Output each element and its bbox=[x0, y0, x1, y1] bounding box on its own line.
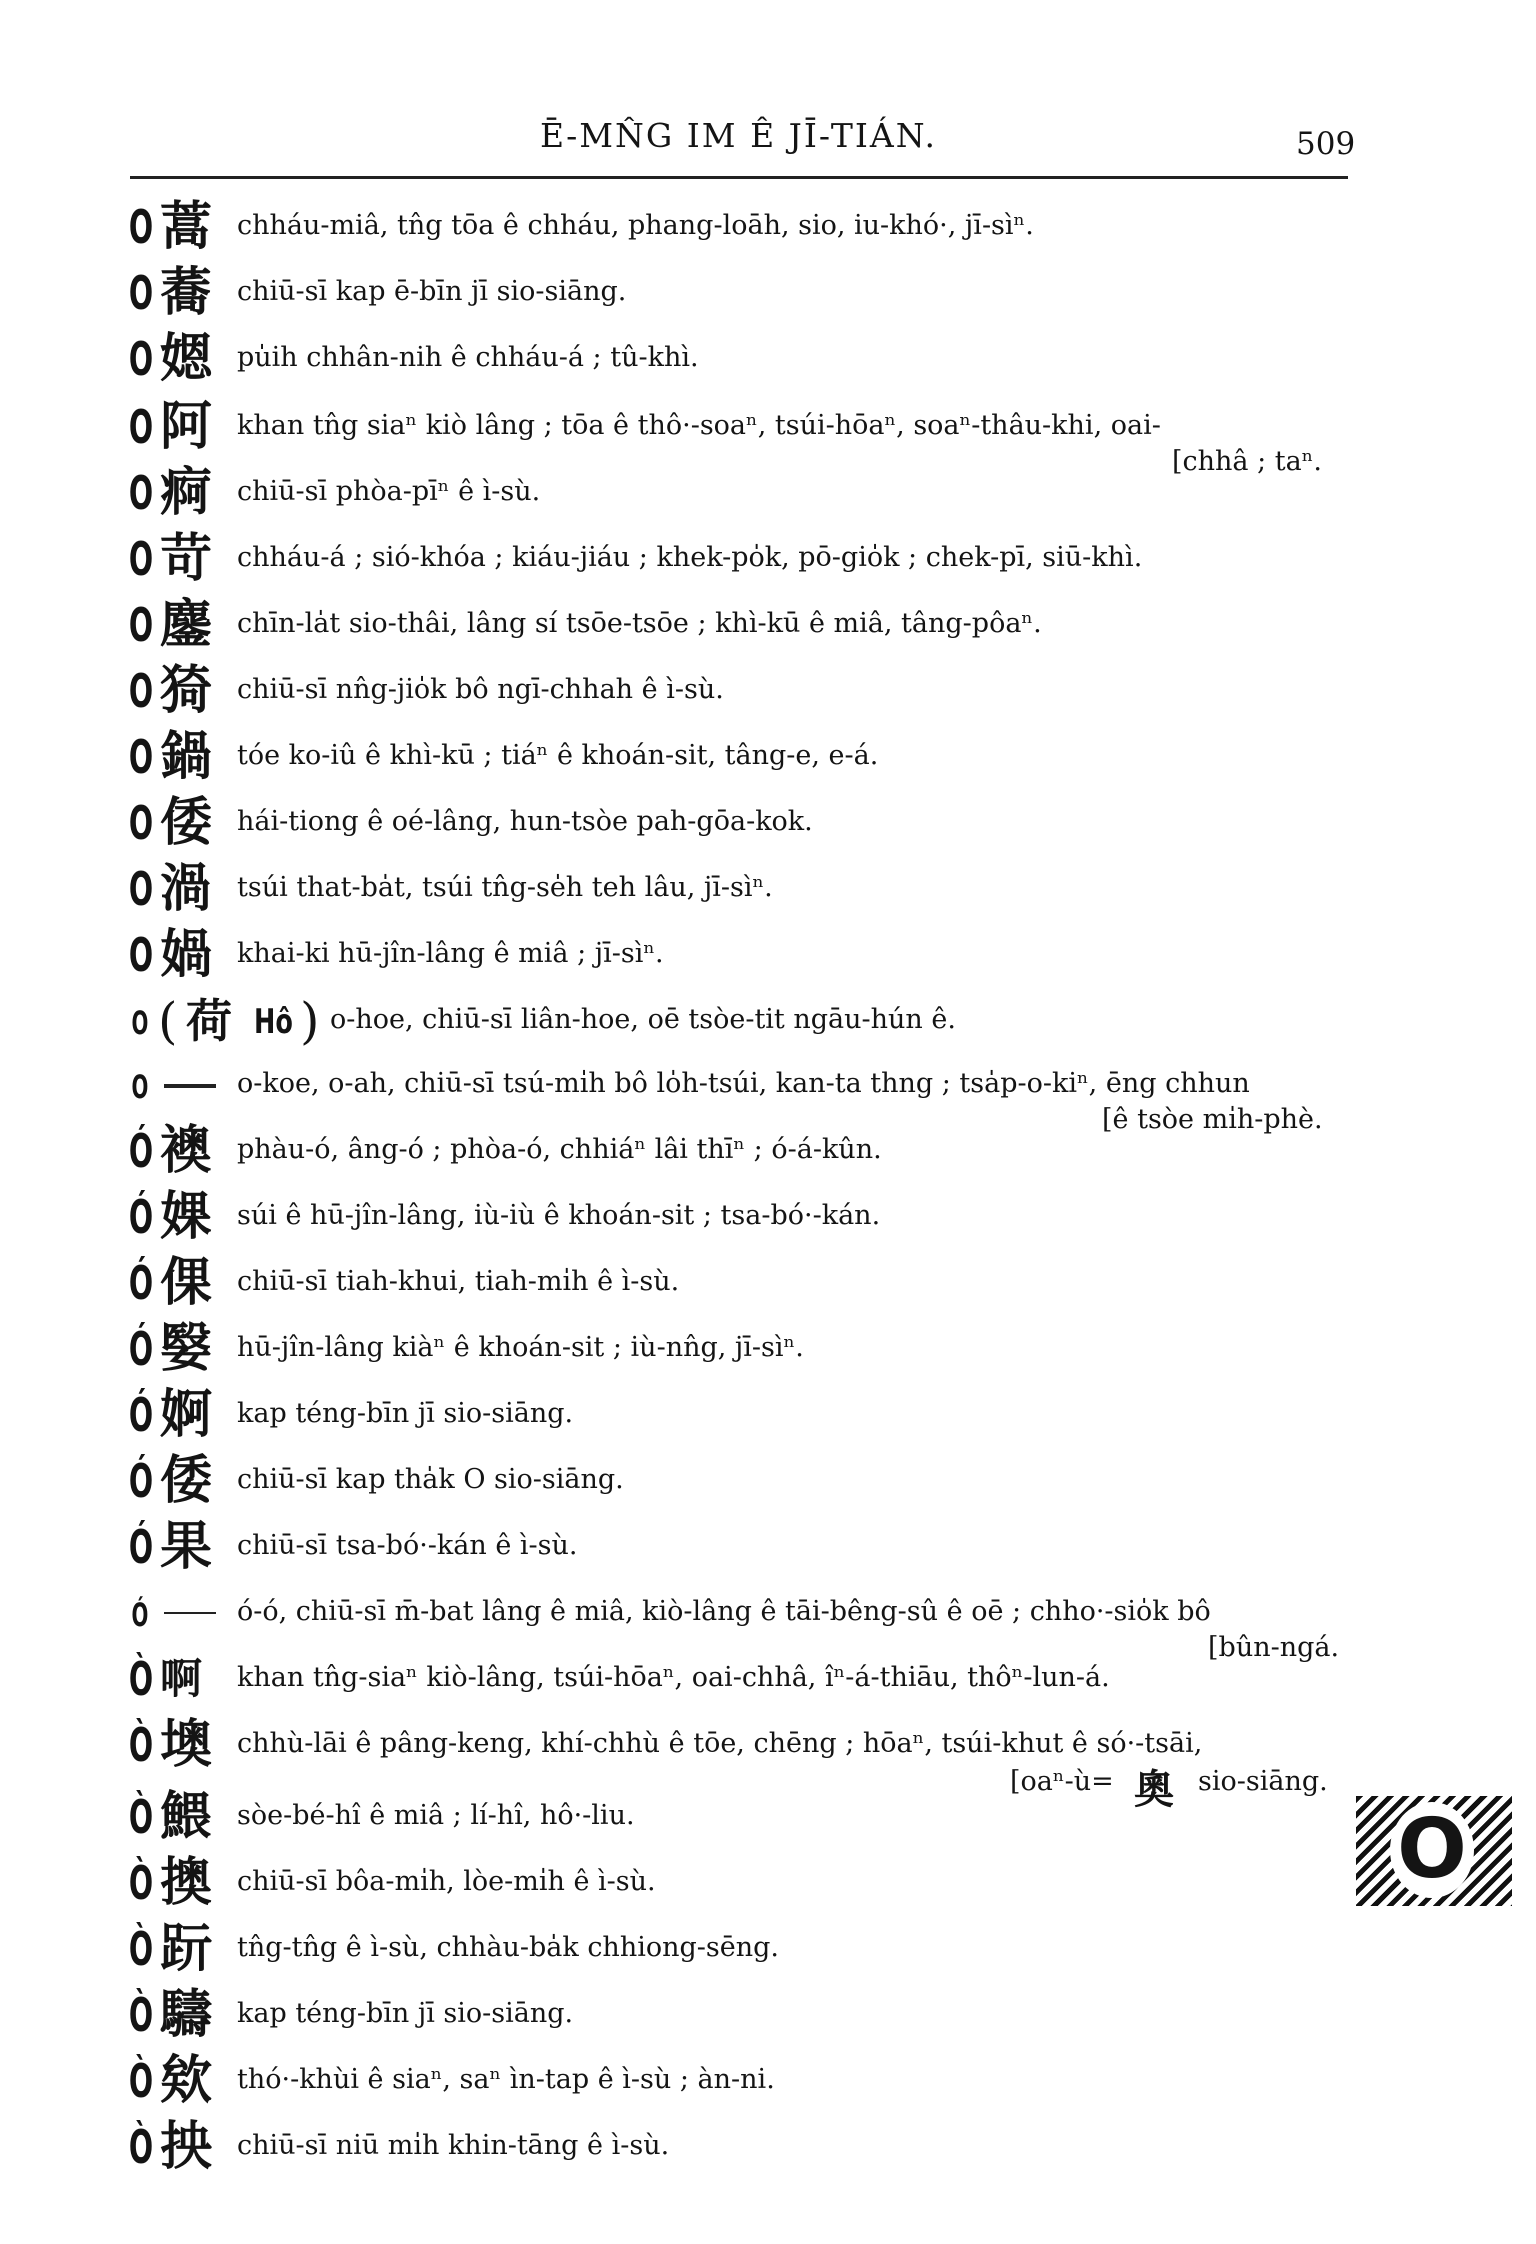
entry-character: 蒿 bbox=[160, 196, 213, 257]
entry-definition: hái-tiong ê oé-lâng, hun-tsòe pah-gōa-kok. bbox=[237, 806, 813, 837]
page-title: Ē-MN̂G IM Ê JĪ-TIÁN. bbox=[540, 116, 938, 155]
entry-definition: khan tn̂g siaⁿ kiò lâng ; tōa ê thô·-soaⁿ, tsúi-hōaⁿ, soaⁿ-thâu-khi, oai- bbox=[237, 410, 1161, 441]
entry-character: 襖 bbox=[160, 1120, 213, 1181]
dictionary-entry bbox=[0, 594, 1536, 656]
dictionary-entry bbox=[0, 196, 1536, 258]
entry-dash bbox=[164, 1612, 216, 1614]
entry-syllable: Ó bbox=[131, 1596, 149, 1634]
entry-alternate-reading: Hô bbox=[254, 1002, 293, 1042]
dictionary-entry bbox=[0, 1318, 1536, 1380]
entry-syllable: O bbox=[128, 266, 154, 320]
entry-character: 啊 bbox=[160, 1654, 203, 1703]
entry-definition: chiū-sī bôa-mi̍h, lòe-mi̍h ê ì-sù. bbox=[237, 1866, 656, 1897]
entry-definition: chīn-la̍t sio-thâi, lâng sí tsōe-tsōe ; khì-kū ê miâ, tâng-pôaⁿ. bbox=[237, 608, 1042, 639]
entry-definition: chiū-sī nn̂g-jio̍k bô ngī-chhah ê ì-sù. bbox=[237, 674, 724, 705]
running-header bbox=[0, 108, 1536, 168]
entry-character: 渦 bbox=[160, 858, 213, 919]
entry-syllable: Ò bbox=[128, 1856, 154, 1910]
entry-definition: chiū-sī kap tha̍k O sio-siāng. bbox=[237, 1464, 624, 1495]
entry-character: 嫛 bbox=[160, 1318, 213, 1379]
dictionary-entry bbox=[0, 1450, 1536, 1512]
dictionary-entry bbox=[0, 1186, 1536, 1248]
header-rule bbox=[130, 176, 1348, 179]
entry-syllable: O bbox=[128, 664, 154, 718]
entry-character: 荷 bbox=[186, 994, 232, 1048]
dictionary-entry bbox=[0, 1582, 1536, 1663]
dictionary-entry bbox=[0, 1516, 1536, 1578]
dictionary-entry bbox=[0, 660, 1536, 722]
entry-syllable: Ò bbox=[128, 1988, 154, 2042]
entry-syllable: Ó bbox=[128, 1190, 154, 1244]
entry-character: 倭 bbox=[160, 1450, 213, 1511]
dictionary-entry bbox=[0, 924, 1536, 986]
entry-definition: o-hoe, chiū-sī liân-hoe, oē tsòe-tit ngāu-hún ê. bbox=[330, 1004, 956, 1035]
entry-character: 果 bbox=[160, 1516, 213, 1577]
entry-close-paren: ) bbox=[300, 992, 320, 1050]
dictionary-entry bbox=[0, 726, 1536, 788]
entry-definition: chiū-sī tiah-khui, tiah-mi̍h ê ì-sù. bbox=[237, 1266, 680, 1297]
entry-definition: tn̂g-tn̂g ê ì-sù, chhàu-ba̍k chhiong-sēng. bbox=[237, 1932, 779, 1963]
entry-continuation: [bûn-ngá. bbox=[1208, 1632, 1340, 1663]
entry-syllable: O bbox=[128, 730, 154, 784]
entry-definition: khai-ki hū-jîn-lâng ê miâ ; jī-sìⁿ. bbox=[237, 938, 664, 969]
entry-definition: chiū-sī phòa-pīⁿ ê ì-sù. bbox=[237, 476, 541, 507]
entry-definition: sòe-bé-hî ê miâ ; lí-hî, hô·-liu. bbox=[237, 1800, 635, 1831]
dictionary-entry bbox=[0, 528, 1536, 590]
entry-syllable: O bbox=[131, 1068, 149, 1106]
entry-syllable: Ò bbox=[128, 2120, 154, 2174]
entry-character: 欸 bbox=[160, 2050, 213, 2111]
entry-definition: khan tn̂g-siaⁿ kiò-lâng, tsúi-hōaⁿ, oai-chhâ, îⁿ-á-thiāu, thôⁿ-lun-á. bbox=[237, 1662, 1110, 1693]
entry-definition: kap téng-bīn jī sio-siāng. bbox=[237, 1998, 574, 2029]
entry-syllable: O bbox=[128, 200, 154, 254]
entry-syllable: O bbox=[128, 796, 154, 850]
entry-character: 𡟯 bbox=[160, 328, 213, 389]
entry-character: 婐 bbox=[160, 1186, 213, 1247]
entry-syllable: Ò bbox=[128, 1652, 154, 1706]
entry-syllable: Ó bbox=[128, 1322, 154, 1376]
entry-continuation: [ê tsòe mi̍h-phè. bbox=[1102, 1104, 1323, 1135]
entry-definition: chhù-lāi ê pâng-keng, khí-chhù ê tōe, chēng ; hōaⁿ, tsúi-khut ê só·-tsāi, bbox=[237, 1728, 1203, 1759]
entry-syllable: O bbox=[128, 862, 154, 916]
entry-character: 鏖 bbox=[160, 594, 213, 655]
page-number: 509 bbox=[1296, 126, 1356, 162]
dictionary-entry bbox=[0, 2116, 1536, 2178]
entry-continuation: [chhâ ; taⁿ. bbox=[1172, 446, 1323, 477]
entry-definition: chiū-sī niū mi̍h khin-tāng ê ì-sù. bbox=[237, 2130, 670, 2161]
entry-character: 墺 bbox=[160, 1714, 213, 1775]
entry-syllable: O bbox=[128, 400, 154, 454]
thumb-index-letter: O bbox=[1390, 1802, 1474, 1898]
entry-inline-character: 奧 bbox=[1134, 1766, 1174, 1813]
entry-dash bbox=[164, 1084, 216, 1088]
entry-definition: ó-ó, chiū-sī m̄-bat lâng ê miâ, kiò-lâng ê tāi-bêng-sû ê oē ; chho·-sio̍k bô bbox=[237, 1596, 1211, 1627]
entry-definition: tsúi that-ba̍t, tsúi tn̂g-se̍h teh lâu, jī-sìⁿ. bbox=[237, 872, 773, 903]
entry-character: 媧 bbox=[160, 924, 213, 985]
entry-syllable: Ò bbox=[128, 1790, 154, 1844]
entry-definition: chháu-miâ, tn̂g tōa ê chháu, phang-loāh, sio, iu-khó·, jī-sìⁿ. bbox=[237, 210, 1034, 241]
entry-definition: chiū-sī tsa-bó·-kán ê ì-sù. bbox=[237, 1530, 578, 1561]
entry-syllable: Ó bbox=[128, 1454, 154, 1508]
entry-definition: kap téng-bīn jī sio-siāng. bbox=[237, 1398, 574, 1429]
dictionary-entry bbox=[0, 2050, 1536, 2112]
dictionary-entry bbox=[0, 858, 1536, 920]
dictionary-entry bbox=[0, 1120, 1536, 1182]
dictionary-entry bbox=[0, 262, 1536, 324]
entry-character: 䟚 bbox=[160, 1918, 213, 1979]
entry-character: 倮 bbox=[160, 1252, 213, 1313]
dictionary-entry bbox=[0, 792, 1536, 854]
entry-definition: pu̍ih chhân-nih ê chháu-á ; tû-khì. bbox=[237, 342, 699, 373]
dictionary-entry bbox=[0, 1984, 1536, 2046]
entry-syllable: Ó bbox=[128, 1388, 154, 1442]
dictionary-entry bbox=[0, 1054, 1536, 1135]
thumb-index-tab bbox=[1356, 1796, 1512, 1906]
entry-character: 苛 bbox=[160, 528, 213, 589]
dictionary-entry bbox=[0, 1384, 1536, 1446]
entry-character: 婀 bbox=[160, 1384, 213, 1445]
entry-character: 蕎 bbox=[160, 262, 213, 323]
entry-character: 猗 bbox=[160, 660, 213, 721]
entry-definition: thó·-khùi ê siaⁿ, saⁿ ìn-tap ê ì-sù ; àn-ni. bbox=[237, 2064, 775, 2095]
entry-character: 鰃 bbox=[160, 1786, 213, 1847]
entry-definition: súi ê hū-jîn-lâng, iù-iù ê khoán-sit ; tsa-bó·-kán. bbox=[237, 1200, 881, 1231]
entry-syllable: O bbox=[128, 332, 154, 386]
entry-continuation: [oaⁿ-ù= bbox=[1010, 1766, 1114, 1797]
entry-character: 䮻 bbox=[160, 1984, 213, 2045]
entry-definition: hū-jîn-lâng kiàⁿ ê khoán-sit ; iù-nn̂g, jī-sìⁿ. bbox=[237, 1332, 804, 1363]
entry-character: 倭 bbox=[160, 792, 213, 853]
entry-character: 擙 bbox=[160, 1852, 213, 1913]
dictionary-entry bbox=[0, 328, 1536, 390]
dictionary-entry bbox=[0, 1252, 1536, 1314]
entry-definition: tóe ko-iû ê khì-kū ; tiáⁿ ê khoán-sit, tâng-e, e-á. bbox=[237, 740, 879, 771]
dictionary-entry bbox=[0, 1714, 1536, 1813]
entry-syllable: O bbox=[131, 1004, 149, 1042]
entry-character: 抰 bbox=[160, 2116, 213, 2177]
entry-syllable: O bbox=[128, 532, 154, 586]
entry-character: 鍋 bbox=[160, 726, 213, 787]
entry-definition: o-koe, o-ah, chiū-sī tsú-mi̍h bô lo̍h-tsúi, kan-ta thng ; tsa̍p-o-kiⁿ, ēng chhun bbox=[237, 1068, 1250, 1099]
dictionary-entry bbox=[0, 1918, 1536, 1980]
entry-character: 痾 bbox=[160, 462, 213, 523]
dictionary-entry bbox=[0, 1648, 1536, 1710]
entry-definition: chiū-sī kap ē-bīn jī sio-siāng. bbox=[237, 276, 627, 307]
entry-syllable: Ò bbox=[128, 1718, 154, 1772]
dictionary-entry bbox=[0, 462, 1536, 524]
entry-syllable: Ò bbox=[128, 2054, 154, 2108]
entry-syllable: Ó bbox=[128, 1124, 154, 1178]
entry-syllable: Ó bbox=[128, 1520, 154, 1574]
entry-definition: chháu-á ; sió-khóa ; kiáu-jiáu ; khek-po̍k, pō-gio̍k ; chek-pī, siū-khì. bbox=[237, 542, 1143, 573]
entry-syllable: Ò bbox=[128, 1922, 154, 1976]
entry-open-paren: ( bbox=[158, 992, 178, 1050]
entry-syllable: O bbox=[128, 598, 154, 652]
entry-syllable: Ó bbox=[128, 1256, 154, 1310]
entry-character: 阿 bbox=[160, 396, 213, 457]
dictionary-entry bbox=[0, 1786, 1536, 1848]
entry-continuation-2: sio-siāng. bbox=[1198, 1766, 1328, 1797]
dictionary-entry bbox=[0, 1852, 1536, 1914]
dictionary-entry bbox=[0, 990, 1536, 1052]
entry-syllable: O bbox=[128, 928, 154, 982]
entry-syllable: O bbox=[128, 466, 154, 520]
dictionary-entry bbox=[0, 396, 1536, 477]
entry-definition: phàu-ó, âng-ó ; phòa-ó, chhiáⁿ lâi thīⁿ ; ó-á-kûn. bbox=[237, 1134, 882, 1165]
